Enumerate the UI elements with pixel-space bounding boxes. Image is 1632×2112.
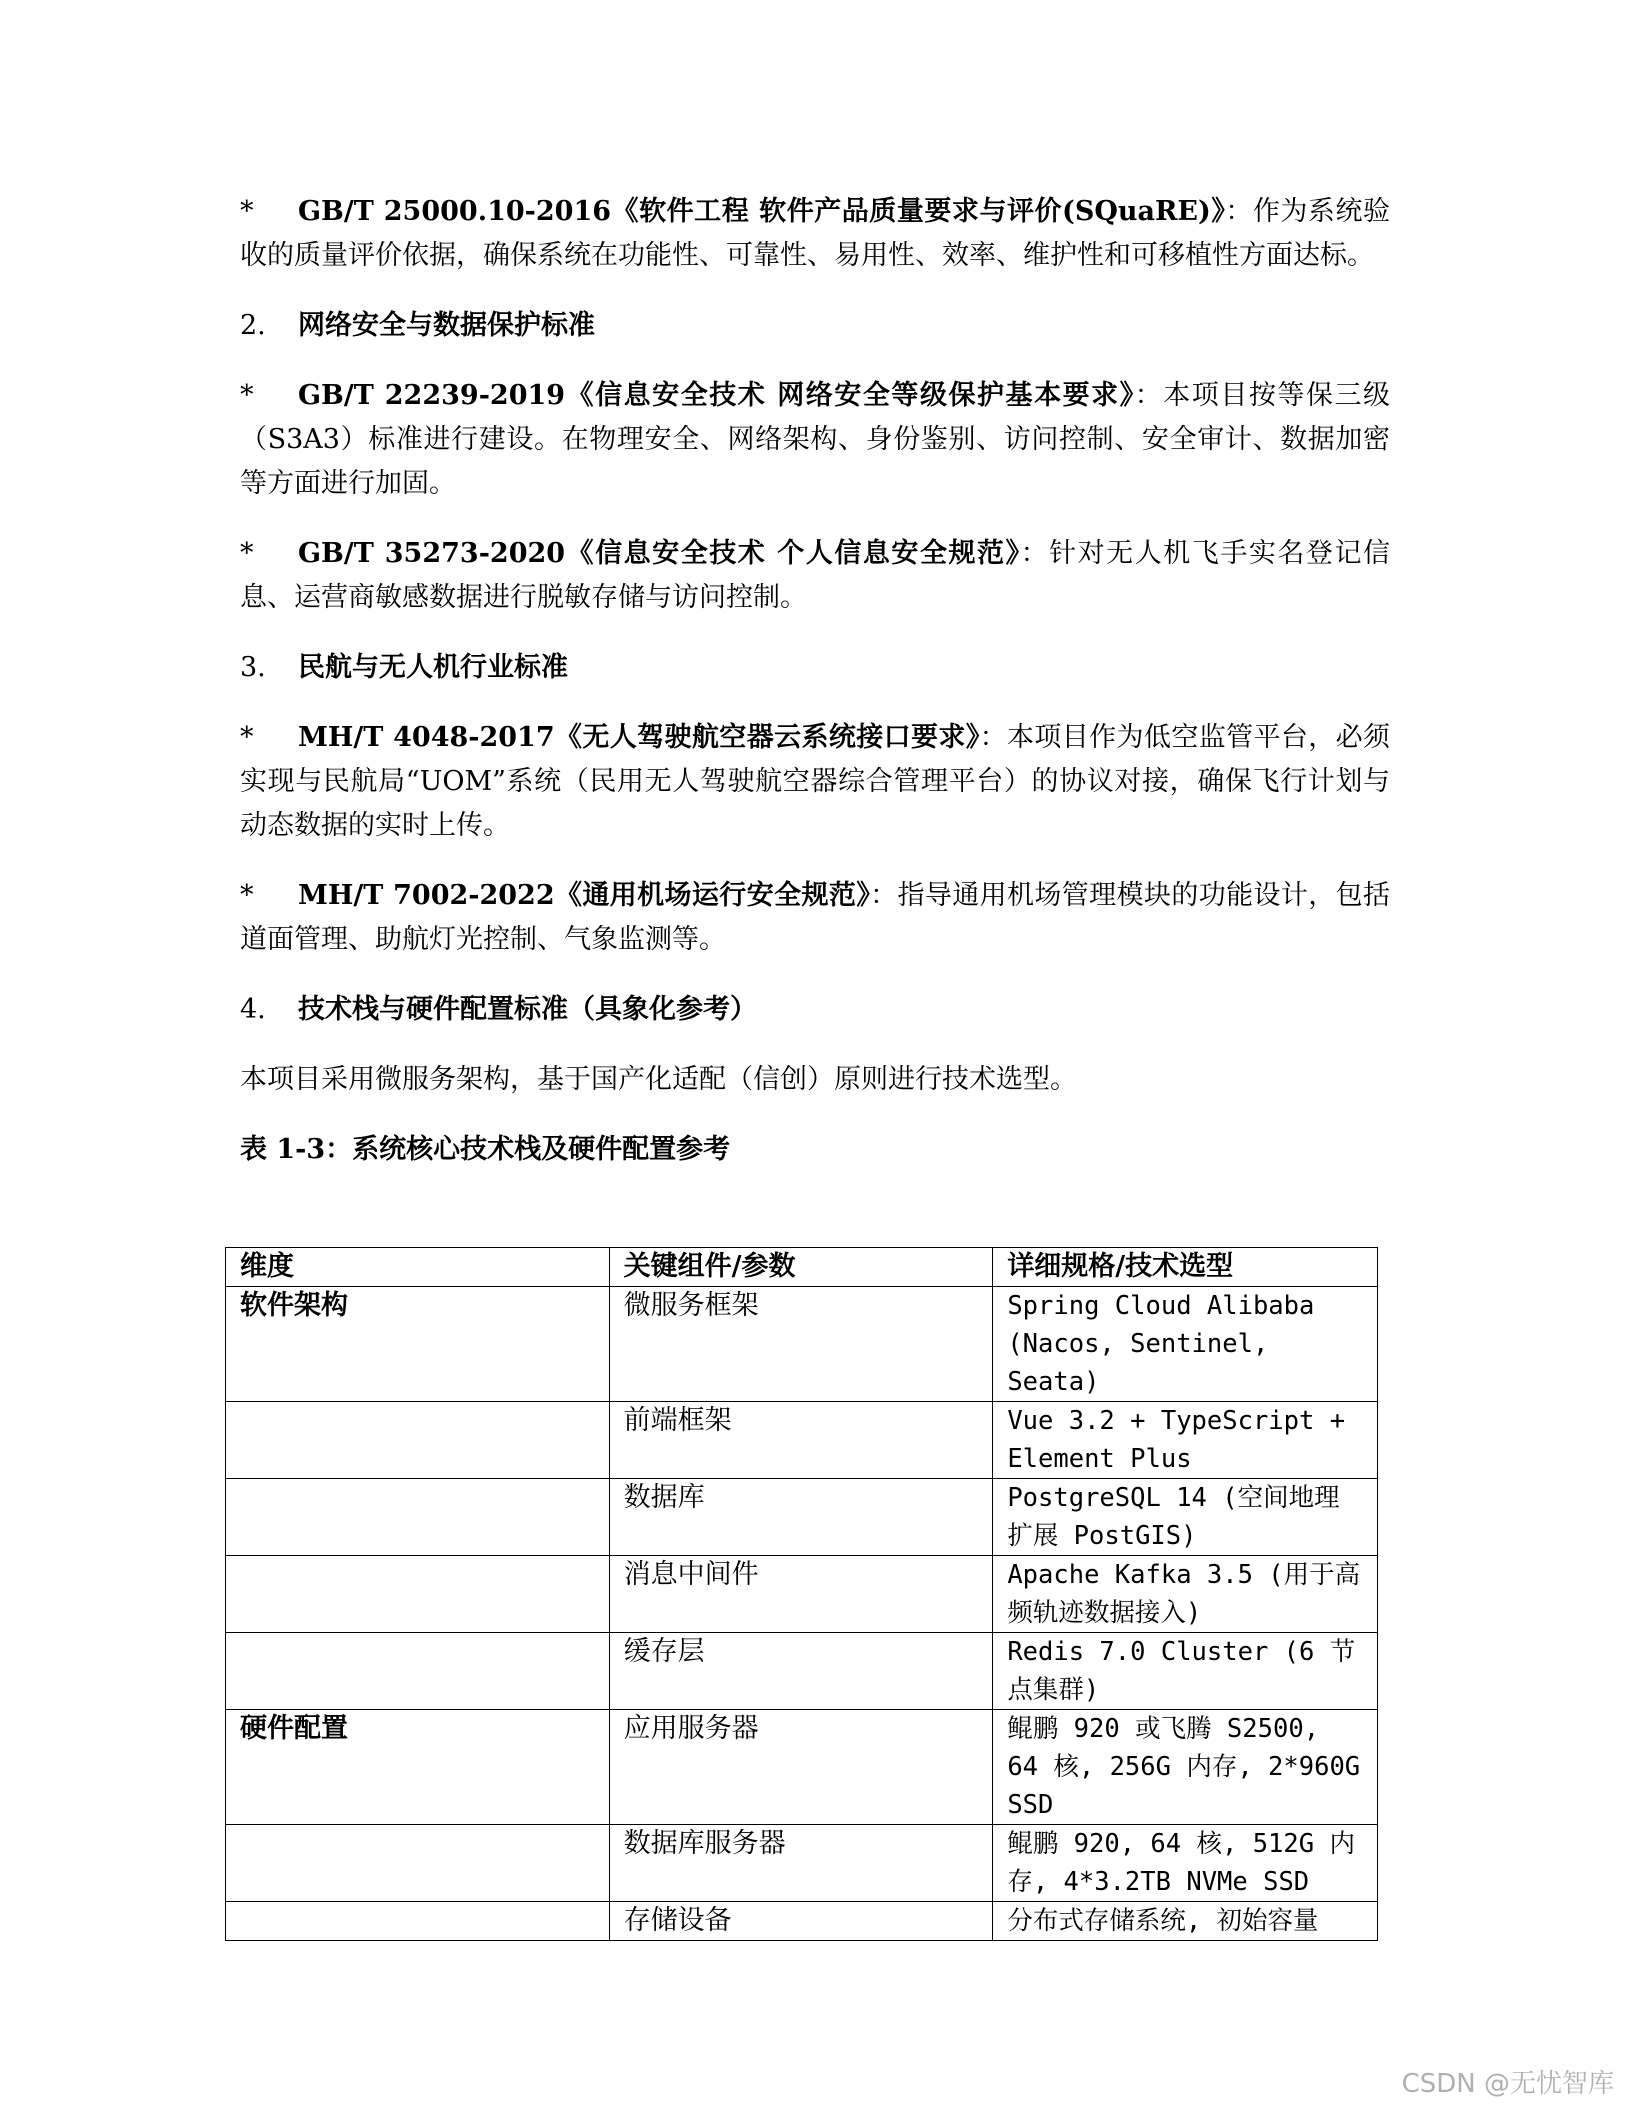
table-cell-dimension bbox=[226, 1556, 610, 1633]
table-cell-spec: 分布式存储系统, 初始容量 bbox=[993, 1902, 1378, 1941]
table-header-cell: 维度 bbox=[226, 1248, 610, 1287]
standard-item bbox=[240, 190, 1390, 278]
table-cell-component: 前端框架 bbox=[609, 1402, 993, 1479]
table-cell-dimension bbox=[226, 1479, 610, 1556]
bullet-marker: * bbox=[240, 880, 254, 911]
table-cell-component: 数据库 bbox=[609, 1479, 993, 1556]
table-row bbox=[226, 1633, 1378, 1710]
standard-item bbox=[240, 532, 1390, 620]
table-cell-component: 微服务框架 bbox=[609, 1287, 993, 1402]
table-cell-spec: 鲲鹏 920 或飞腾 S2500, 64 核, 256G 内存, 2*960G SSD bbox=[993, 1710, 1378, 1825]
table-caption: 表 1-3：系统核心技术栈及硬件配置参考 bbox=[240, 1134, 731, 1165]
table-cell-spec: Spring Cloud Alibaba (Nacos, Sentinel, Seata) bbox=[993, 1287, 1378, 1402]
tech-stack-table bbox=[225, 1247, 1378, 1941]
table-cell-component: 应用服务器 bbox=[609, 1710, 993, 1825]
section-heading bbox=[240, 304, 1390, 348]
bullet-marker: * bbox=[240, 380, 254, 411]
standard-item bbox=[240, 716, 1390, 848]
standard-code: MH/T 4048-2017《无人驾驶航空器云系统接口要求》 bbox=[298, 722, 980, 753]
table-cell-dimension bbox=[226, 1402, 610, 1479]
table-cell-spec: 鲲鹏 920, 64 核, 512G 内存, 4*3.2TB NVMe SSD bbox=[993, 1825, 1378, 1902]
heading-text: 网络安全与数据保护标准 bbox=[298, 310, 595, 341]
heading-text: 技术栈与硬件配置标准（具象化参考） bbox=[298, 994, 757, 1025]
table-cell-dimension: 硬件配置 bbox=[226, 1710, 610, 1825]
bullet-marker: * bbox=[240, 722, 254, 753]
table-cell-component: 数据库服务器 bbox=[609, 1825, 993, 1902]
table-row bbox=[226, 1287, 1378, 1402]
table-cell-spec: Redis 7.0 Cluster (6 节点集群) bbox=[993, 1633, 1378, 1710]
table-row bbox=[226, 1479, 1378, 1556]
table-cell-component: 存储设备 bbox=[609, 1902, 993, 1941]
table-cell-dimension bbox=[226, 1633, 610, 1710]
standard-description: ：作为系统验收的质量评价依据，确保系统在功能性、可靠性、易用性、效率、维护性和可移植性方面达标。 bbox=[240, 196, 1390, 271]
table-row bbox=[226, 1402, 1378, 1479]
table-header-cell: 详细规格/技术选型 bbox=[993, 1248, 1378, 1287]
table-row bbox=[226, 1902, 1378, 1941]
heading-number: 3. bbox=[240, 652, 266, 683]
table-cell-spec: Vue 3.2 + TypeScript + Element Plus bbox=[993, 1402, 1378, 1479]
table-cell-dimension bbox=[226, 1902, 610, 1941]
table-cell-spec: Apache Kafka 3.5 (用于高频轨迹数据接入) bbox=[993, 1556, 1378, 1633]
section-heading bbox=[240, 646, 1390, 690]
section-heading bbox=[240, 988, 1390, 1032]
standard-description: ：本项目按等保三级（S3A3）标准进行建设。在物理安全、网络架构、身份鉴别、访问控制、安全审计、数据加密等方面进行加固。 bbox=[240, 380, 1390, 499]
heading-text: 民航与无人机行业标准 bbox=[298, 652, 568, 683]
standard-item bbox=[240, 874, 1390, 962]
table-cell-component: 消息中间件 bbox=[609, 1556, 993, 1633]
heading-number: 4. bbox=[240, 994, 266, 1025]
table-header-row bbox=[226, 1248, 1378, 1287]
table-row bbox=[226, 1825, 1378, 1902]
document-page bbox=[240, 190, 1390, 1200]
standard-code: MH/T 7002-2022《通用机场运行安全规范》 bbox=[298, 880, 871, 911]
heading-number: 2. bbox=[240, 310, 266, 341]
bullet-marker: * bbox=[240, 196, 254, 227]
table-row bbox=[226, 1556, 1378, 1633]
table-header-cell: 关键组件/参数 bbox=[609, 1248, 993, 1287]
intro-paragraph: 本项目采用微服务架构，基于国产化适配（信创）原则进行技术选型。 bbox=[240, 1064, 1077, 1095]
watermark: CSDN @无忧智库 bbox=[1401, 2069, 1614, 2099]
bullet-marker: * bbox=[240, 538, 254, 569]
standard-code: GB/T 35273-2020《信息安全技术 个人信息安全规范》 bbox=[298, 538, 1021, 569]
table-cell-spec: PostgreSQL 14 (空间地理扩展 PostGIS) bbox=[993, 1479, 1378, 1556]
standard-description: ：本项目作为低空监管平台，必须实现与民航局“UOM”系统（民用无人驾驶航空器综合管理平台）的协议对接，确保飞行计划与动态数据的实时上传。 bbox=[240, 722, 1390, 841]
standard-code: GB/T 25000.10-2016《软件工程 软件产品质量要求与评价(SQuaRE)》 bbox=[298, 196, 1226, 227]
standard-description: ：针对无人机飞手实名登记信息、运营商敏感数据进行脱敏存储与访问控制。 bbox=[240, 538, 1390, 613]
standard-code: GB/T 22239-2019《信息安全技术 网络安全等级保护基本要求》 bbox=[298, 380, 1135, 411]
table-row bbox=[226, 1710, 1378, 1825]
table-cell-dimension bbox=[226, 1825, 610, 1902]
table-cell-dimension: 软件架构 bbox=[226, 1287, 610, 1402]
table-cell-component: 缓存层 bbox=[609, 1633, 993, 1710]
standard-description: ：指导通用机场管理模块的功能设计，包括道面管理、助航灯光控制、气象监测等。 bbox=[240, 880, 1390, 955]
standard-item bbox=[240, 374, 1390, 506]
